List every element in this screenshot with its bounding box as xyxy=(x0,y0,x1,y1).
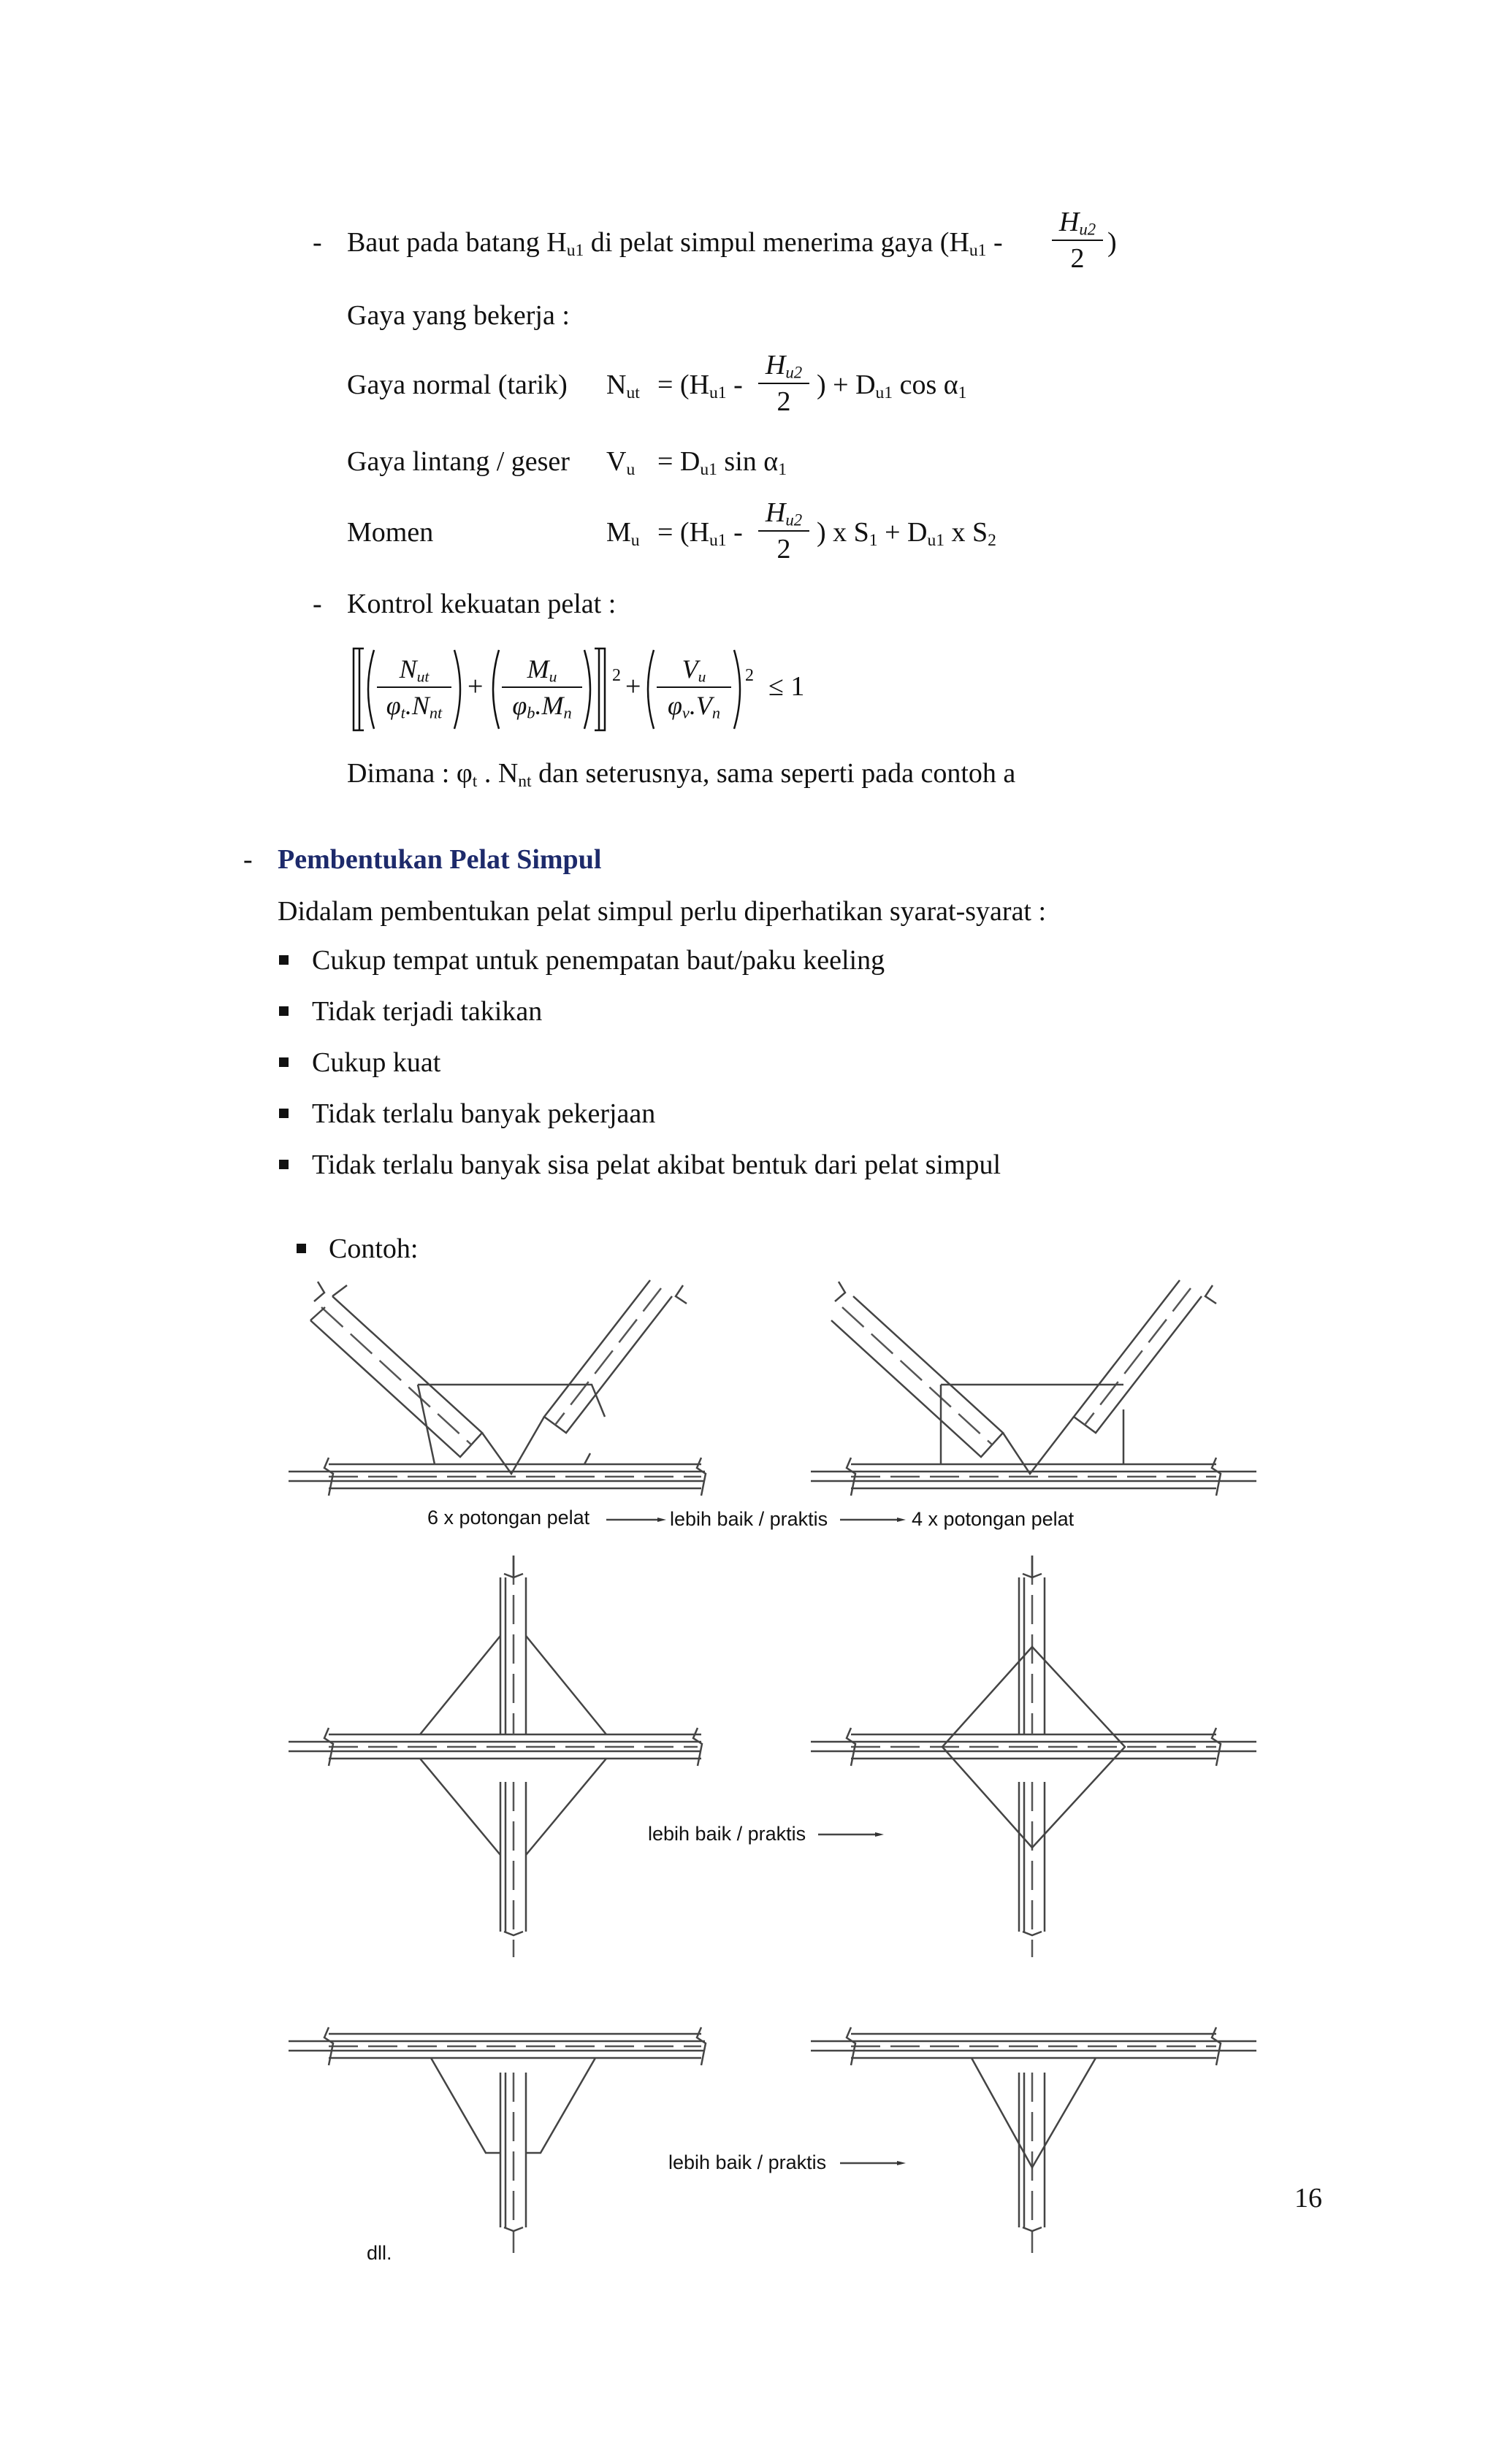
shear-force-label: Gaya lintang / geser xyxy=(347,446,570,477)
normal-force-label: Gaya normal (tarik) xyxy=(347,370,568,400)
moment-fraction: $\frac{H_{u2}}{2}$ xyxy=(758,495,809,567)
drawing-t-joint-trapezoid xyxy=(289,2027,706,2253)
normal-force-fraction: $\frac{H_{u2}}{2}$ xyxy=(758,348,809,419)
normal-force-expr-b: ) + $D_{u1}$ $\cos \alpha_1$ xyxy=(817,370,967,402)
moment-expr-a: = ($H_{u1}$ - xyxy=(657,517,743,550)
dimana-line: Dimana : $\varphi_t$ . $N_{nt}$ dan seterusnya, sama seperti pada contoh a xyxy=(347,758,1016,791)
control-title: Kontrol kekuatan pelat : xyxy=(347,589,617,619)
label-better-practical: lebih baik / praktis xyxy=(670,1508,828,1530)
requirement-item: Cukup tempat untuk penempatan baut/paku keeling xyxy=(312,945,885,976)
drawing-cross-joint-diamond xyxy=(811,1556,1256,1957)
bolt-line-close: ) xyxy=(1107,227,1117,258)
drawing-cross-joint-wide xyxy=(289,1556,702,1957)
label-etc: dll. xyxy=(367,2242,392,2264)
label-four-cuts: 4 x potongan pelat xyxy=(912,1508,1075,1530)
section-b-intro: Didalam pembentukan pelat simpul perlu diperhatikan syarat-syarat : xyxy=(278,896,1047,927)
label-better-practical: lebih baik / praktis xyxy=(668,2151,827,2173)
example-label: Contoh: xyxy=(329,1233,419,1264)
bolt-line-text: Baut pada batang $H_{u1}$ di pelat simpul menerima gaya ($H_{u1}$ - xyxy=(347,227,1003,260)
section-b-dash: - xyxy=(243,844,253,875)
moment-expr-b: ) x $S_1 + D_{u1}$ x $S_2$ xyxy=(817,517,996,550)
normal-force-expr-a: = ($H_{u1}$ - xyxy=(657,370,743,402)
formula-plus-1: + xyxy=(468,671,484,702)
shear-force-expr: = $D_{u1}$ $\sin \alpha_1$ xyxy=(657,446,787,479)
label-better-practical: lebih baik / praktis xyxy=(648,1823,806,1845)
requirement-item: Tidak terjadi takikan xyxy=(312,996,543,1027)
formula-exponent-2: 2 xyxy=(745,666,754,685)
formula-fraction-axial: $N_{ut}$ $\varphi_t.N_{nt}$ xyxy=(377,651,451,723)
section-b-heading: Pembentukan Pelat Simpul xyxy=(278,844,602,875)
formula-fraction-shear: $\frac{V_u}{\varphi_v.V_n}$ xyxy=(657,651,731,723)
requirement-item: Tidak terlalu banyak pekerjaan xyxy=(312,1098,656,1129)
requirement-item: Cukup kuat xyxy=(312,1047,441,1078)
page-number: 16 xyxy=(1294,2183,1322,2214)
formula-exponent-1: 2 xyxy=(612,666,621,685)
drawing-v-joint-four-cuts xyxy=(811,1280,1256,1496)
normal-force-symbol: $N_{ut}$ xyxy=(606,370,640,402)
control-dash: - xyxy=(313,589,322,619)
requirement-item: Tidak terlalu banyak sisa pelat akibat bentuk dari pelat simpul xyxy=(312,1149,1001,1180)
formula-fraction-moment: $\frac{M_u}{\varphi_b.M_n}$ xyxy=(502,651,582,723)
forces-title: Gaya yang bekerja : xyxy=(347,300,570,331)
formula-rhs: ≤ 1 xyxy=(768,671,805,702)
moment-symbol: $M_u$ xyxy=(606,517,640,550)
drawing-v-joint-six-cuts xyxy=(289,1280,706,1496)
label-six-cuts: 6 x potongan pelat xyxy=(427,1507,590,1528)
formula-plus-2: + xyxy=(625,671,641,702)
bolt-line-fraction: $\frac{H_{u2}}{2}$ xyxy=(1052,204,1103,276)
drawing-t-joint-triangle xyxy=(811,2027,1256,2253)
shear-force-symbol: $V_u$ xyxy=(606,446,636,479)
bolt-line: - xyxy=(313,227,322,258)
moment-label: Momen xyxy=(347,517,434,548)
